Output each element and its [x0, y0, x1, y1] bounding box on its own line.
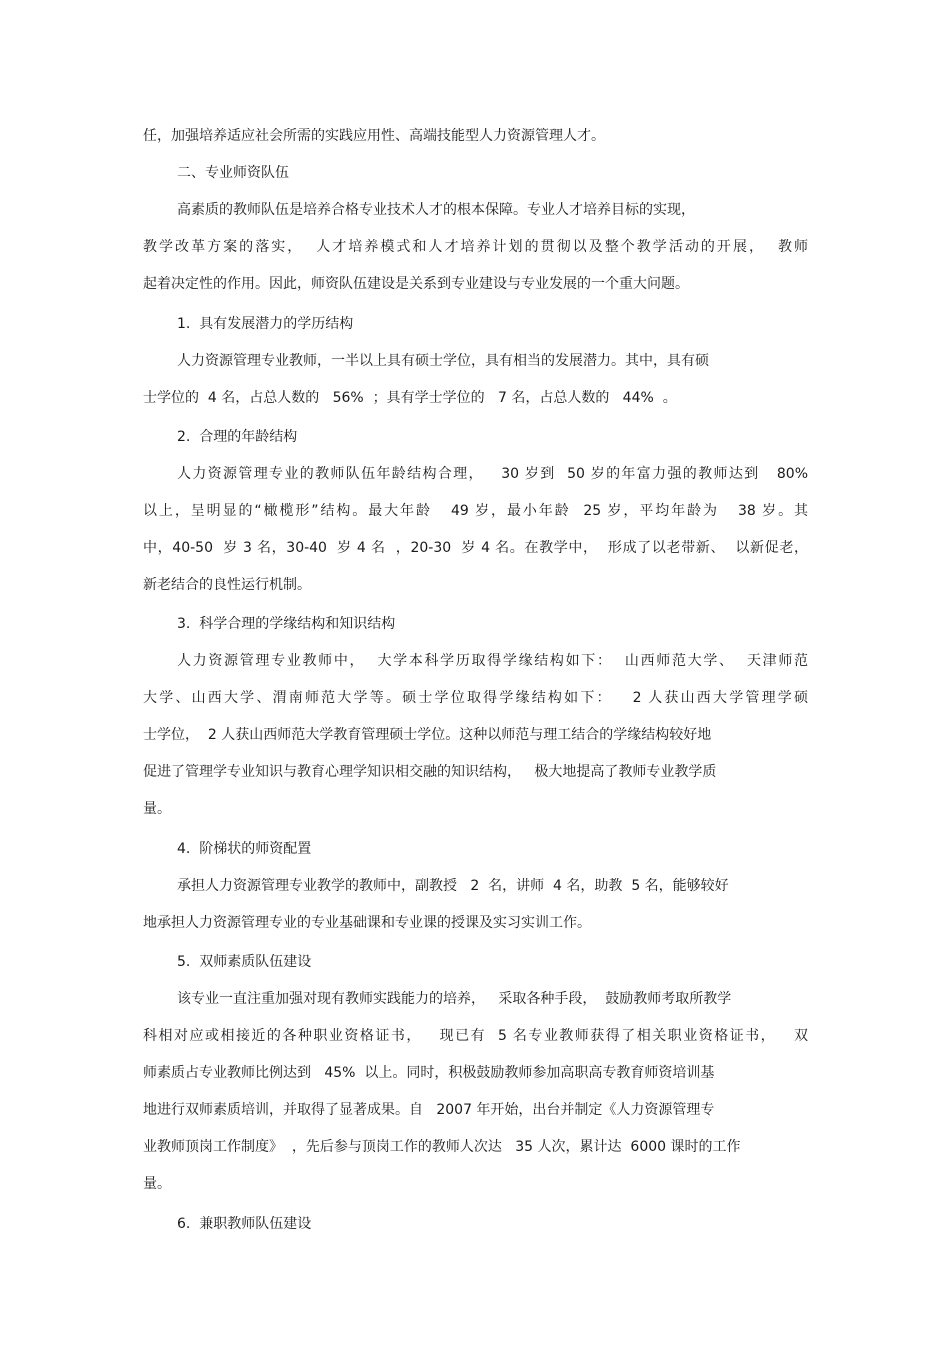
text-line: 起着决定性的作用。因此，师资队伍建设是关系到专业建设与专业发展的一个重大问题。 — [143, 276, 689, 292]
text-line: 人力资源管理专业教师中， 大学本科学历取得学缘结构如下： 山西师范大学、 天津师范 — [177, 653, 808, 669]
text-line: 承担人力资源管理专业教学的教师中，副教授 2 名，讲师 4 名，助教 5 名，能够较好 — [177, 878, 729, 894]
subsection-heading: 6. 兼职教师队伍建设 — [177, 1216, 312, 1232]
text-line: 大学、山西大学、渭南师范大学等。硕士学位取得学缘结构如下： 2 人获山西大学管理学硕 — [143, 690, 808, 706]
subsection-heading: 3. 科学合理的学缘结构和知识结构 — [177, 616, 396, 632]
subsection-heading: 5. 双师素质队伍建设 — [177, 954, 312, 970]
text-line: 中，40-50 岁 3 名，30-40 岁 4 名 ，20-30 岁 4 名。在教学中， 形成了以老带新、 以新促老， — [143, 540, 808, 556]
text-line: 地进行双师素质培训，并取得了显著成果。自 2007 年开始，出台并制定《人力资源管理专 — [143, 1102, 715, 1118]
text-line: 促进了管理学专业知识与教育心理学知识相交融的知识结构， 极大地提高了教师专业教学质 — [143, 764, 717, 780]
text-line: 业教师顶岗工作制度》 ，先后参与顶岗工作的教师人次达 35 人次，累计达 6000 课时的工作 — [143, 1139, 741, 1155]
subsection-heading: 1. 具有发展潜力的学历结构 — [177, 316, 354, 332]
text-line: 新老结合的良性运行机制。 — [143, 577, 311, 593]
text-line: 人力资源管理专业的教师队伍年龄结构合理， 30 岁到 50 岁的年富力强的教师达到 80% — [177, 466, 808, 482]
subsection-heading: 4. 阶梯状的师资配置 — [177, 841, 312, 857]
section-heading: 二、专业师资队伍 — [177, 165, 289, 181]
text-line: 教学改革方案的落实， 人才培养模式和人才培养计划的贯彻以及整个教学活动的开展， 教师 — [143, 239, 808, 255]
text-line: 士学位， 2 人获山西师范大学教育管理硕士学位。这种以师范与理工结合的学缘结构较好地 — [143, 727, 712, 743]
text-line: 该专业一直注重加强对现有教师实践能力的培养， 采取各种手段， 鼓励教师考取所教学 — [177, 991, 732, 1007]
text-line: 地承担人力资源管理专业的专业基础课和专业课的授课及实习实训工作。 — [143, 915, 591, 931]
subsection-heading: 2. 合理的年龄结构 — [177, 429, 298, 445]
text-line: 量。 — [143, 801, 171, 817]
text-line: 高素质的教师队伍是培养合格专业技术人才的根本保障。专业人才培养目标的实现， — [177, 202, 695, 218]
text-line: 科相对应或相接近的各种职业资格证书， 现已有 5 名专业教师获得了相关职业资格证书， 双 — [143, 1028, 808, 1044]
text-line: 人力资源管理专业教师，一半以上具有硕士学位，具有相当的发展潜力。其中，具有硕 — [177, 353, 709, 369]
text-line: 量。 — [143, 1176, 171, 1192]
text-line: 师素质占专业教师比例达到 45% 以上。同时，积极鼓励教师参加高职高专教育师资培训基 — [143, 1065, 715, 1081]
text-line: 以上，呈明显的“橄榄形”结构。最大年龄 49 岁，最小年龄 25 岁，平均年龄为 38 岁。其 — [143, 503, 808, 519]
text-line: 士学位的 4 名，占总人数的 56% ；具有学士学位的 7 名，占总人数的 44% 。 — [143, 390, 677, 406]
text-line: 任，加强培养适应社会所需的实践应用性、高端技能型人力资源管理人才。 — [143, 128, 605, 144]
